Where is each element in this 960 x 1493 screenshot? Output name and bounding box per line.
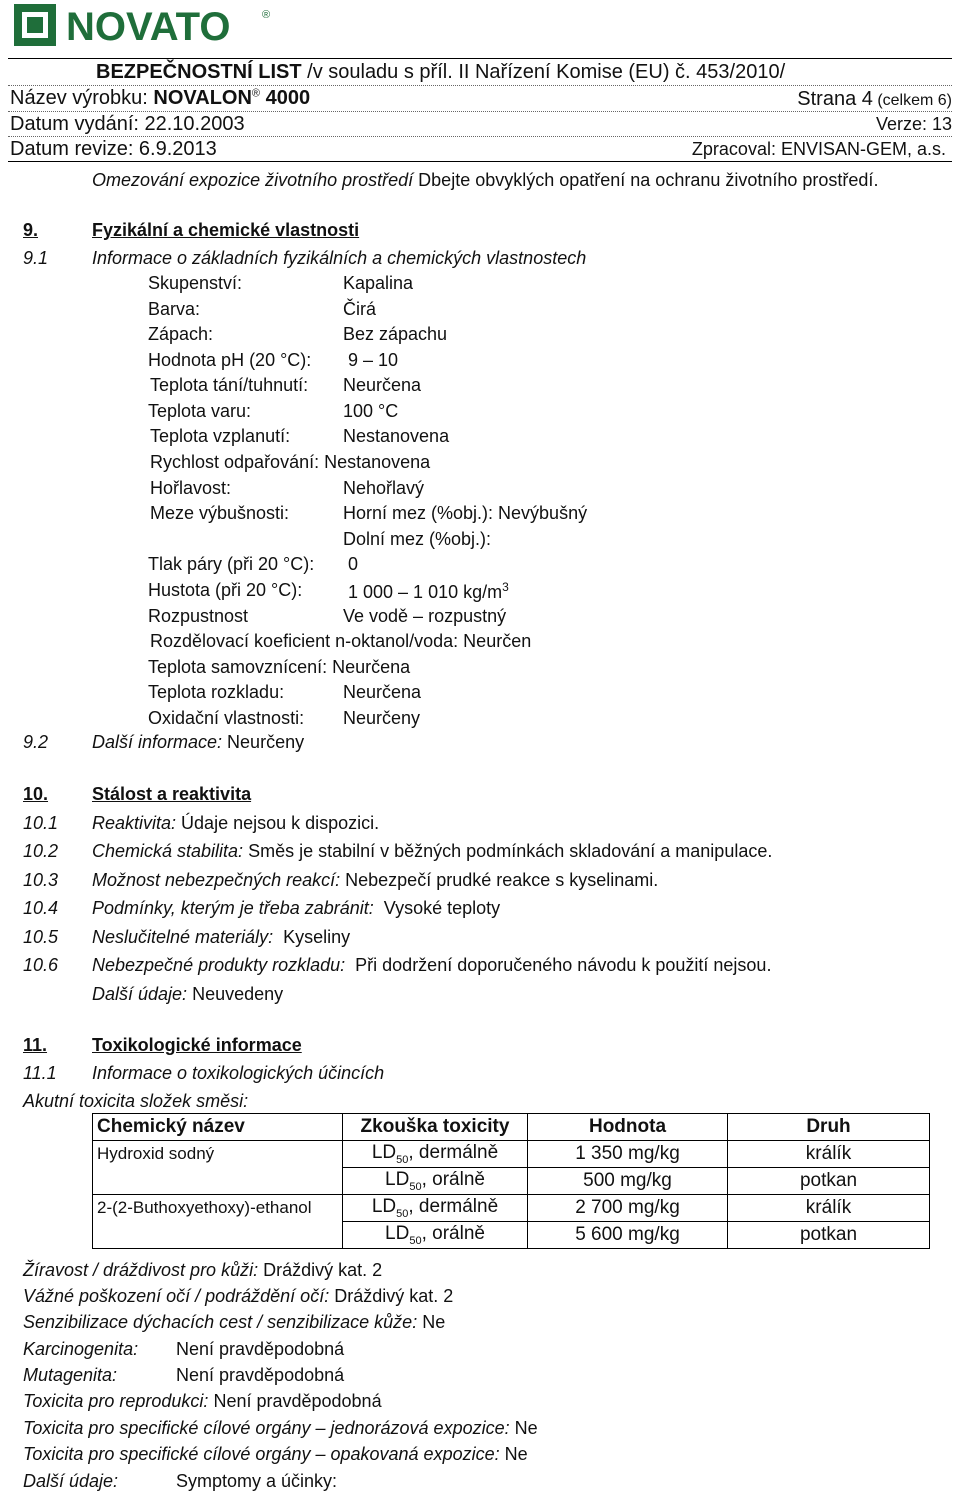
list-item [92,928,350,946]
prop-label: Barva: [148,299,201,319]
item-label: Chemická stabilita: [92,841,244,861]
list-item [92,956,771,974]
revision-date: Datum revize: 6.9.2013 [10,138,217,160]
effect-value: Ne [499,1444,528,1464]
prop-value: Neurčena [343,682,422,702]
page-total: (celkem 6) [872,92,952,109]
item-number: 10.2 [23,841,59,861]
section-11-number: 11. [23,1035,48,1055]
prop-label: Meze výbušnosti: [150,503,290,523]
section-9-1-number: 9.1 [23,248,49,268]
test-prefix: LD [385,1169,410,1191]
prop-label: Teplota varu: [148,401,252,421]
prop-value: 1 000 – 1 010 kg/m [348,582,503,602]
prop-label: Teplota vzplanutí: [150,426,291,446]
species-cell: potkan [728,1168,930,1195]
prop-value: 0 [348,554,359,574]
prop-label: Tlak páry (při 20 °C): [148,554,315,574]
value-cell: 2 700 mg/kg [528,1195,728,1222]
prop-label: Skupenství: [148,273,243,293]
effect-item [23,1419,538,1437]
product-number: 4000 [260,87,311,109]
header-title-row [10,60,952,85]
effect-label: Toxicita pro specifické cílové orgány – jednorázová expozice: [23,1418,510,1438]
doc-title-regulation: /v souladu s příl. II Nařízení Komise (EU) č. 453/2010/ [301,61,786,83]
prop-label: Hořlavost: [150,478,232,498]
prop-value: Horní mez (%obj.): Nevýbušný [343,503,588,523]
section-10-number: 10. [23,784,49,804]
test-route: , dermálně [408,1196,499,1218]
prop-value: Nehořlavý [343,478,425,498]
version: Verze: 13 [875,114,952,134]
item-value: Nebezpečí prudké reakce s kyselinami. [340,870,659,890]
registered-mark: ® [251,87,261,100]
prop-label: Teplota tání/tuhnutí: [150,375,309,395]
effect-label: Další údaje: [23,1471,119,1491]
effect-label: Mutagenita: [23,1365,118,1385]
test-route: , dermálně [408,1142,499,1164]
section-9-2-number: 9.2 [23,732,49,752]
item-number: 10.4 [23,898,59,918]
svg-text:®: ® [262,9,271,21]
column-header: Druh [728,1114,930,1141]
effect-label: Senzibilizace dýchacích cest / senzibilizace kůže: [23,1312,418,1332]
header-rule-bottom [8,161,952,162]
prop-label: Hustota (při 20 °C): [148,580,303,600]
column-header: Zkouška toxicity [343,1114,528,1141]
prop-value: Nestanovena [343,426,450,446]
test-subscript: 50 [409,1234,422,1247]
header-revision-row [10,137,952,162]
item-number: 10.6 [23,955,59,975]
effect-value: Není pravděpodobná [176,1365,345,1385]
test-cell [343,1195,528,1222]
section-10-title: Stálost a reaktivita [92,784,252,804]
effect-value: Není pravděpodobná [208,1391,382,1411]
prop-label: Zápach: [148,324,214,344]
item-number: 10.5 [23,927,59,947]
prop-value: Neurčeny [343,708,421,728]
header-rule [8,58,952,59]
effect-value: Symptomy a účinky: [176,1471,338,1491]
test-prefix: LD [371,1196,397,1218]
item-label: Možnost nebezpečných reakcí: [92,870,341,890]
section-11-1-number: 11.1 [23,1063,57,1083]
item-label: Nebezpečné produkty rozkladu: [92,955,346,975]
item-value: Kyseliny [273,927,351,947]
further-info-label: Další informace: [92,732,223,752]
prop-label: Hodnota pH (20 °C): [148,350,312,370]
acute-toxicity-label: Akutní toxicita složek směsi: [23,1091,249,1111]
prop-value: Neurčena [343,375,422,395]
env-exposure-text: Dbejte obvyklých opatření na ochranu životního prostředí. [413,170,879,190]
column-header: Chemický název [93,1114,343,1141]
effect-label: Vážné poškození očí / podráždění očí: [23,1286,330,1306]
effect-item [23,1313,445,1331]
table-row [93,1141,930,1168]
effect-value: Ne [417,1312,446,1332]
effect-item [23,1392,382,1410]
product-name: NOVALON [153,87,252,109]
product-label: Název výrobku: [10,87,154,109]
header-product-row [10,86,952,111]
test-subscript: 50 [409,1180,422,1193]
value-cell: 500 mg/kg [528,1168,728,1195]
effect-value: Dráždivý kat. 2 [258,1260,383,1280]
prepared-by: Zpracoval: ENVISAN-GEM, a.s. [691,139,946,159]
list-item [92,814,379,832]
prop-label: Teplota rozkladu: [148,682,285,702]
effect-label: Toxicita pro specifické cílové orgány – opakovaná expozice: [23,1444,500,1464]
section-9-title: Fyzikální a chemické vlastnosti [92,220,360,240]
test-prefix: LD [385,1223,410,1245]
section-9-number: 9. [23,220,39,240]
test-subscript: 50 [396,1153,409,1166]
effect-item [23,1261,382,1279]
prop-value: Kapalina [343,273,414,293]
prop-value: Bez zápachu [343,324,448,344]
header-date-row [10,112,952,137]
effect-value: Dráždivý kat. 2 [329,1286,454,1306]
item-label: Další údaje: [92,984,188,1004]
further-info-value: Neurčeny [222,732,305,752]
effect-item [23,1287,453,1305]
prop-value: Ve vodě – rozpustný [343,606,507,626]
item-value: Směs je stabilní v běžných podmínkách skladování a manipulace. [243,841,773,861]
env-exposure-line [92,171,878,189]
effect-label: Toxicita pro reprodukci: [23,1391,209,1411]
species-cell: potkan [728,1222,930,1249]
test-subscript: 50 [396,1207,409,1220]
table-header-row [93,1114,930,1141]
novato-logo [14,4,274,48]
prop-label: Teplota samovznícení: Neurčena [148,657,411,677]
test-route: , orálně [421,1169,485,1191]
prop-label: Rozpustnost [148,606,249,626]
chemical-name-cell: 2-(2-Buthoxyethoxy)-ethanol [93,1195,343,1249]
table-row [93,1195,930,1222]
column-header: Hodnota [528,1114,728,1141]
prop-value-superscript: 3 [502,580,509,594]
value-cell: 1 350 mg/kg [528,1141,728,1168]
env-exposure-label: Omezování expozice životního prostředí [92,170,414,190]
effect-label: Žíravost / dráždivost pro kůži: [23,1260,259,1280]
prop-value: Dolní mez (%obj.): [343,529,492,549]
effect-value: Není pravděpodobná [176,1339,345,1359]
prop-label: Rychlost odpařování: Nestanovena [150,452,431,472]
item-value: Údaje nejsou k dispozici. [176,813,380,833]
item-value: Neuvedeny [187,984,284,1004]
test-cell [343,1141,528,1168]
prop-value: 100 °C [343,401,399,421]
item-label: Reaktivita: [92,813,177,833]
test-prefix: LD [371,1142,397,1164]
effect-item [23,1445,528,1463]
list-item [92,871,658,889]
section-11-title: Toxikologické informace [92,1035,302,1055]
prop-label: Rozdělovací koeficient n-oktanol/voda: Neurčen [150,631,532,651]
issue-date: Datum vydání: 22.10.2003 [10,113,245,135]
effect-value: Ne [509,1418,538,1438]
item-label: Neslučitelné materiály: [92,927,274,947]
item-value: Vysoké teploty [373,898,501,918]
section-11-1-title: Informace o toxikologických účincích [92,1063,385,1083]
page-label: Strana 4 [797,88,873,110]
section-9-2-line [92,733,304,751]
effect-label: Karcinogenita: [23,1339,139,1359]
list-item [92,985,283,1003]
list-item [92,842,772,860]
value-cell: 5 600 mg/kg [528,1222,728,1249]
item-label: Podmínky, kterým je třeba zabránit: [92,898,374,918]
prop-value-density [348,581,509,601]
doc-title: BEZPEČNOSTNÍ LIST [96,61,302,83]
test-cell [343,1168,528,1195]
item-number: 10.1 [23,813,59,833]
item-number: 10.3 [23,870,59,890]
species-cell: králík [728,1141,930,1168]
section-9-1-title: Informace o základních fyzikálních a chemických vlastnostech [92,248,587,268]
chemical-name-cell: Hydroxid sodný [93,1141,343,1195]
acute-toxicity-table [92,1113,930,1249]
test-cell [343,1222,528,1249]
item-value: Při dodržení doporučeného návodu k použití nejsou. [345,955,772,975]
prop-value: Čirá [343,299,377,319]
species-cell: králík [728,1195,930,1222]
logo-text: NOVATO [66,5,231,48]
test-route: , orálně [421,1223,485,1245]
prop-label: Oxidační vlastnosti: [148,708,305,728]
list-item [92,899,500,917]
prop-value: 9 – 10 [348,350,399,370]
